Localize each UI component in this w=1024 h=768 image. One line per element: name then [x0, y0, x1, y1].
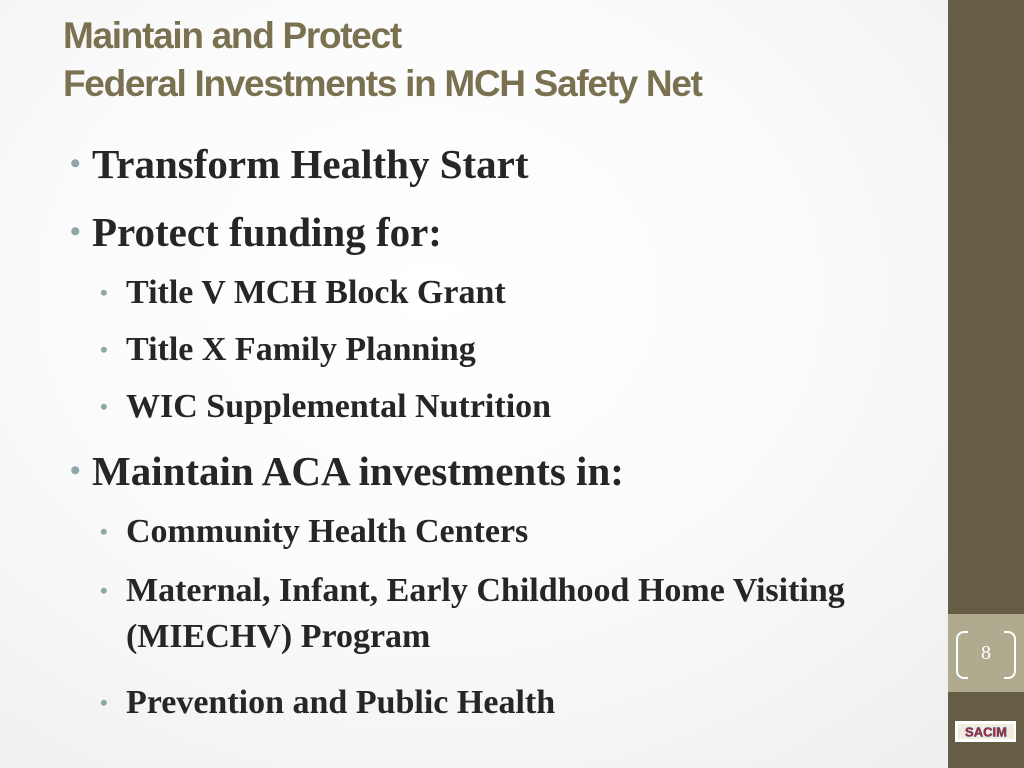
- sub-bullet-miechv: • Maternal, Infant, Early Childhood Home Visiting (MIECHV) Program: [70, 568, 870, 660]
- sub-list-maintain-aca: [70, 511, 870, 724]
- bullet-transform-healthy-start: [70, 136, 870, 192]
- sub-bullet-community-health-centers: • Community Health Centers: [70, 511, 870, 553]
- bullet-protect-funding: [70, 204, 870, 260]
- title-line-2: Federal Investments in MCH Safety Net: [63, 63, 702, 104]
- bullet-list: [70, 136, 870, 739]
- sub-bullet-prevention-public-health: • Prevention and Public Health: [70, 682, 870, 724]
- page-number: 8: [981, 642, 991, 664]
- bullet-maintain-aca: [70, 443, 870, 499]
- sub-list-protect-funding: [70, 272, 870, 428]
- page-number-box: [948, 614, 1024, 692]
- sub-bullet-title-x: • Title X Family Planning: [70, 329, 870, 371]
- svg-text:SACIM: SACIM: [964, 724, 1007, 740]
- sacim-logo: [955, 721, 1016, 742]
- sacim-logo-icon: [957, 723, 1015, 740]
- title-line-1: Maintain and Protect: [63, 15, 401, 56]
- slide-title: [63, 12, 933, 108]
- bullet-text: Protect funding for:: [92, 209, 442, 255]
- sub-bullet-wic: • WIC Supplemental Nutrition: [70, 386, 870, 428]
- bullet-text: Transform Healthy Start: [92, 141, 529, 187]
- bullet-text: Maintain ACA investments in:: [92, 448, 624, 494]
- sub-bullet-title-v: • Title V MCH Block Grant: [70, 272, 870, 314]
